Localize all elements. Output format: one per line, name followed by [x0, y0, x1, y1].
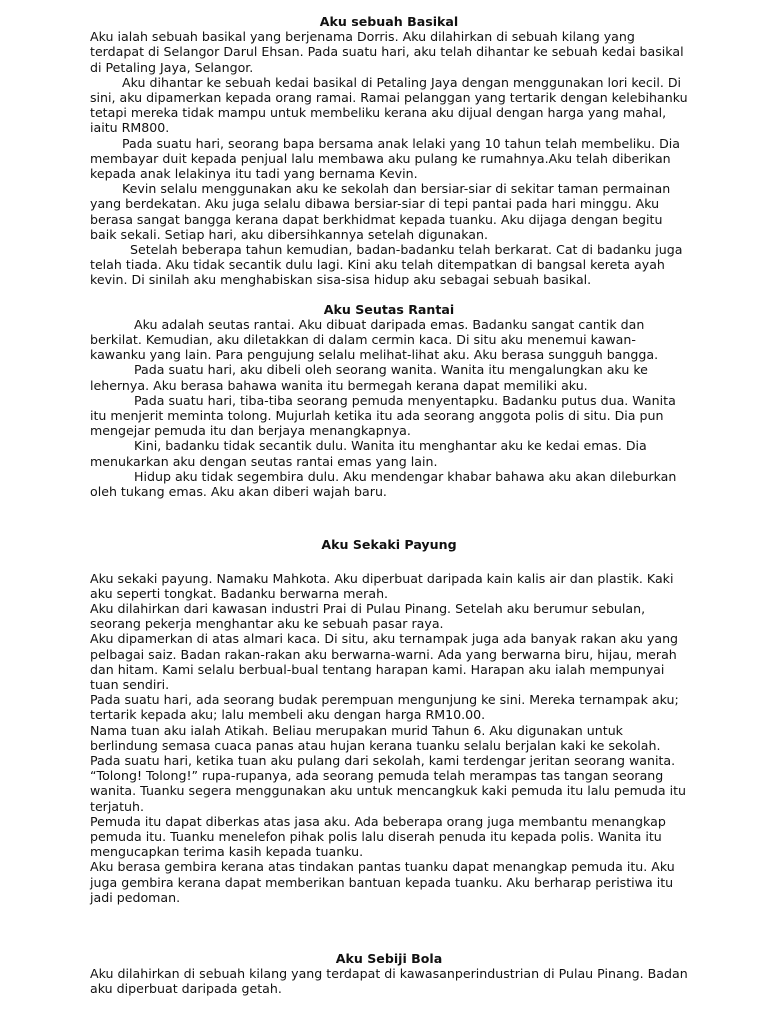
section-bola — [90, 951, 688, 997]
section-payung — [90, 537, 688, 905]
paragraph: Aku dihantar ke sebuah kedai basikal di Petaling Jaya dengan menggunakan lori kecil. Di sini, aku dipamerkan kepada orang ramai. Ramai pelanggan yang tertarik dengan kelebihanku tetapi mereka tidak mampu untuk membeliku kerana aku dijual dengan harga yang mahal, iaitu RM800. — [90, 74, 688, 136]
paragraph: Aku dilahirkan dari kawasan industri Prai di Pulau Pinang. Setelah aku berumur sebulan, seorang pekerja menghantar aku ke sebuah pasar raya. — [90, 600, 646, 632]
paragraph: Aku ialah sebuah basikal yang berjenama Dorris. Aku dilahirkan di sebuah kilang yang terdapat di Selangor Darul Ehsan. Pada suatu hari, aku telah dihantar ke sebuah kedai basikal di Petaling Jaya, Selangor. — [90, 29, 684, 75]
paragraph: Setelah beberapa tahun kemudian, badan-badanku telah berkarat. Cat di badanku juga telah tiada. Aku tidak secantik dulu lagi. Kini aku telah ditempatkan di bangsal kereta ayah kevin. Di sinilah aku menghabiskan sisa-sisa hidup aku sebagai sebuah basikal. — [90, 242, 683, 288]
paragraph: Aku berasa gembira kerana atas tindakan pantas tuanku dapat menangkap pemuda itu. Aku juga gembira kerana dapat memberikan bantuan kepada tuanku. Aku berharap peristiwa itu jadi pedoman. — [90, 859, 675, 905]
section-rantai — [90, 302, 688, 500]
section-title: Aku Seutas Rantai — [323, 301, 455, 317]
section-spacer — [90, 288, 688, 302]
paragraph: Kevin selalu menggunakan aku ke sekolah dan bersiar-siar di sekitar taman permainan yang berdekatan. Aku juga selalu dibawa bersiar-siar di tepi pantai pada hari minggu. Aku berasa sangat bangga kerana dapat berkhidmat kepada tuanku. Aku dijaga dengan begitu baik sekali. Setiap hari, aku dibersihkannya setelah digunakan. — [90, 181, 671, 242]
paragraph: Nama tuan aku ialah Atikah. Beliau merupakan murid Tahun 6. Aku digunakan untuk berlindung semasa cuaca panas atau hujan kerana tuanku selalu berjalan kaki ke sekolah. Pada suatu hari, ketika tuan aku pulang dari sekolah, kami terdengar jeritan seorang wanita. “Tolong! Tolong!” rupa-rupanya, ada seorang pemuda telah merampas tas tangan seorang wanita. Tuanku segera menggunakan aku untuk mencangkuk kaki pemuda itu lalu pemuda itu terjatuh. — [90, 722, 687, 814]
paragraph: Pada suatu hari, ada seorang budak perempuan mengunjung ke sini. Mereka ternampak aku; tertarik kepada aku; lalu membeli aku dengan harga RM10.00. — [90, 692, 679, 723]
paragraph: Aku dipamerkan di atas almari kaca. Di situ, aku ternampak juga ada banyak rakan aku yang pelbagai saiz. Badan rakan-rakan aku berwarna-warni. Ada yang berwarna biru, hijau, merah dan hitam. Kami selalu berbual-bual tentang harapan kami. Harapan aku ialah mempunyai tuan sendiri. — [90, 631, 679, 692]
document-page — [90, 14, 688, 997]
paragraph: Aku sekaki payung. Namaku Mahkota. Aku diperbuat daripada kain kalis air dan plastik. Kaki aku seperti tongkat. Badanku berwarna merah. — [90, 570, 674, 601]
paragraph: Aku dilahirkan di sebuah kilang yang terdapat di kawasanperindustrian di Pulau Pinang. Badan aku diperbuat daripada getah. — [90, 966, 688, 997]
section-spacer — [90, 499, 688, 537]
section-title: Aku Sekaki Payung — [321, 537, 457, 553]
paragraph: Pemuda itu dapat diberkas atas jasa aku. Ada beberapa orang juga membantu menangkap pemuda itu. Tuanku menelefon pihak polis lalu diserah penuda itu kepada polis. Wanita itu mengucapkan terima kasih kepada tuanku. — [90, 813, 666, 860]
section-spacer — [90, 905, 688, 951]
title-spacer — [90, 553, 688, 571]
paragraph: Hidup aku tidak segembira dulu. Aku mendengar khabar bahawa aku akan dileburkan oleh tukang emas. Aku akan diberi wajah baru. — [90, 468, 677, 500]
section-title: Aku Sebiji Bola — [335, 950, 443, 966]
paragraph: Pada suatu hari, aku dibeli oleh seorang wanita. Wanita itu mengalungkan aku ke lehernya. Aku berasa bahawa wanita itu bermegah kerana dapat memiliki aku. — [90, 362, 648, 393]
paragraph: Aku adalah seutas rantai. Aku dibuat daripada emas. Badanku sangat cantik dan berkilat. Kemudian, aku diletakkan di dalam cermin kaca. Di situ aku menemui kawan-kawanku yang lain. Para pengujung selalu melihat-lihat aku. Aku berasa sungguh bangga. — [90, 316, 659, 363]
paragraph: Pada suatu hari, seorang bapa bersama anak lelaki yang 10 tahun telah membeliku. Dia membayar duit kepada penjual lalu membawa aku pulang ke rumahnya.Aku telah diberikan kepada anak lelakinya itu tadi yang bernama Kevin. — [90, 135, 680, 182]
section-basikal — [90, 14, 688, 288]
paragraph: Kini, badanku tidak secantik dulu. Wanita itu menghantar aku ke kedai emas. Dia menukarkan aku dengan seutas rantai emas yang lain. — [90, 438, 647, 469]
paragraph: Pada suatu hari, tiba-tiba seorang pemuda menyentapku. Badanku putus dua. Wanita itu menjerit meminta tolong. Mujurlah ketika itu ada seorang anggota polis di situ. Dia pun mengejar pemuda itu dan berjaya menangkapnya. — [90, 392, 676, 439]
section-title: Aku sebuah Basikal — [319, 14, 459, 29]
